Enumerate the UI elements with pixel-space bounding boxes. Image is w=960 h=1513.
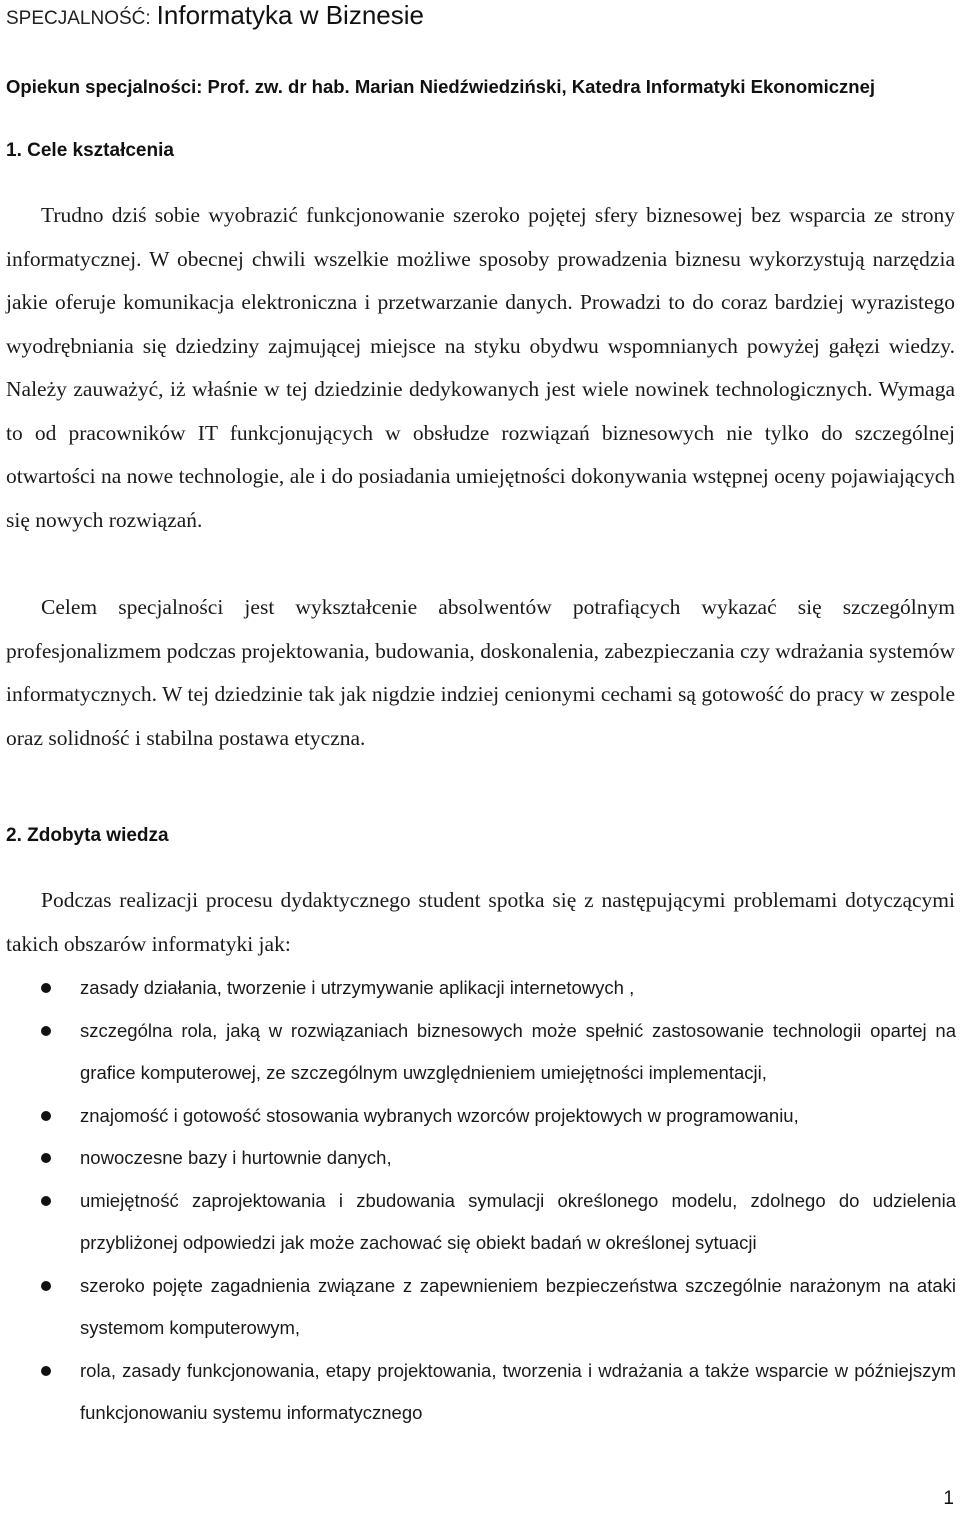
goals-paragraph-2: Celem specjalności jest wykształcenie absolwentów potrafiących wykazać się szczególnym profesjonalizmem podczas projektowania, budowania, doskonalenia, zabezpieczania czy wdrażania systemów informatycznych. W tej dziedzinie tak jak nigdzie indziej cenionymi cechami są gotowość do pracy w zespole oraz solidność i stabilna postawa etyczna. bbox=[6, 595, 955, 750]
specialization-name: Informatyka w Biznesie bbox=[156, 0, 424, 30]
bullet-icon bbox=[41, 1196, 51, 1206]
bullet-icon bbox=[41, 1111, 51, 1121]
list-item-text: znajomość i gotowość stosowania wybranych wzorców projektowych w programowaniu, bbox=[80, 1104, 799, 1126]
list-item-text: szeroko pojęte zagadnienia związane z zapewnieniem bezpieczeństwa szczególnie narażonym na ataki systemom komputerowym, bbox=[80, 1274, 956, 1338]
list-item-text: rola, zasady funkcjonowania, etapy projektowania, tworzenia i wdrażania a także wsparcie w późniejszym funkcjonowaniu systemu informatycznego bbox=[80, 1359, 956, 1423]
list-item bbox=[0, 1265, 956, 1350]
bullet-icon bbox=[41, 983, 51, 993]
list-item bbox=[0, 1095, 956, 1138]
section-heading-goals: 1. Cele kształcenia bbox=[6, 140, 174, 161]
supervisor-line: Opiekun specjalności: Prof. zw. dr hab. Marian Niedźwiedziński, Katedra Informatyki Ekonomicznej bbox=[6, 76, 876, 97]
bullet-icon bbox=[41, 1281, 51, 1291]
list-item-text: nowoczesne bazy i hurtownie danych, bbox=[80, 1147, 392, 1168]
list-item-text: szczególna rola, jaką w rozwiązaniach biznesowych może spełnić zastosowanie technologii opartej na grafice komputerowej, ze szczególnym uwzględnieniem umiejętności implementacji, bbox=[80, 1019, 956, 1083]
section-heading-knowledge: 2. Zdobyta wiedza bbox=[6, 825, 169, 846]
list-item bbox=[0, 1180, 956, 1265]
knowledge-list bbox=[0, 967, 960, 1435]
knowledge-intro: Podczas realizacji procesu dydaktycznego student spotka się z następującymi problemami dotyczącymi takich obszarów informatyki jak: bbox=[6, 888, 955, 956]
list-item bbox=[0, 1010, 956, 1095]
bullet-icon bbox=[41, 1366, 51, 1376]
specialization-title bbox=[6, 0, 424, 34]
page-number: 1 bbox=[943, 1488, 954, 1509]
bullet-icon bbox=[41, 1026, 51, 1036]
list-item bbox=[0, 967, 956, 1010]
specialization-prefix: SPECJALNOŚĆ: bbox=[6, 8, 151, 29]
list-item-text: umiejętność zaprojektowania i zbudowania symulacji określonego modelu, zdolnego do udzielenia przybliżonej odpowiedzi jak może zachować się obiekt badań w określonej sytuacji bbox=[80, 1189, 956, 1253]
bullet-icon bbox=[41, 1153, 51, 1163]
goals-paragraph-1: Trudno dziś sobie wyobrazić funkcjonowanie szeroko pojętej sfery biznesowej bez wsparcia ze strony informatycznej. W obecnej chwili wszelkie możliwe sposoby prowadzenia biznesu wykorzystują narzędzia jakie oferuje komunikacja elektroniczna i przetwarzanie danych. Prowadzi to do coraz bardziej wyrazistego wyodrębniania się dziedziny zajmującej miejsce na styku obydwu wspomnianych powyżej gałęzi wiedzy. Należy zauważyć, iż właśnie w tej dziedzinie dedykowanych jest wiele nowinek technologicznych. Wymaga to od pracowników IT funkcjonujących w obsłudze rozwiązań biznesowych nie tylko do szczególnej otwartości na nowe technologie, ale i do posiadania umiejętności dokonywania wstępnej oceny pojawiających się nowych rozwiązań. bbox=[6, 203, 955, 532]
list-item-text: zasady działania, tworzenie i utrzymywanie aplikacji internetowych , bbox=[80, 977, 635, 998]
list-item bbox=[0, 1350, 956, 1435]
list-item bbox=[0, 1137, 956, 1180]
